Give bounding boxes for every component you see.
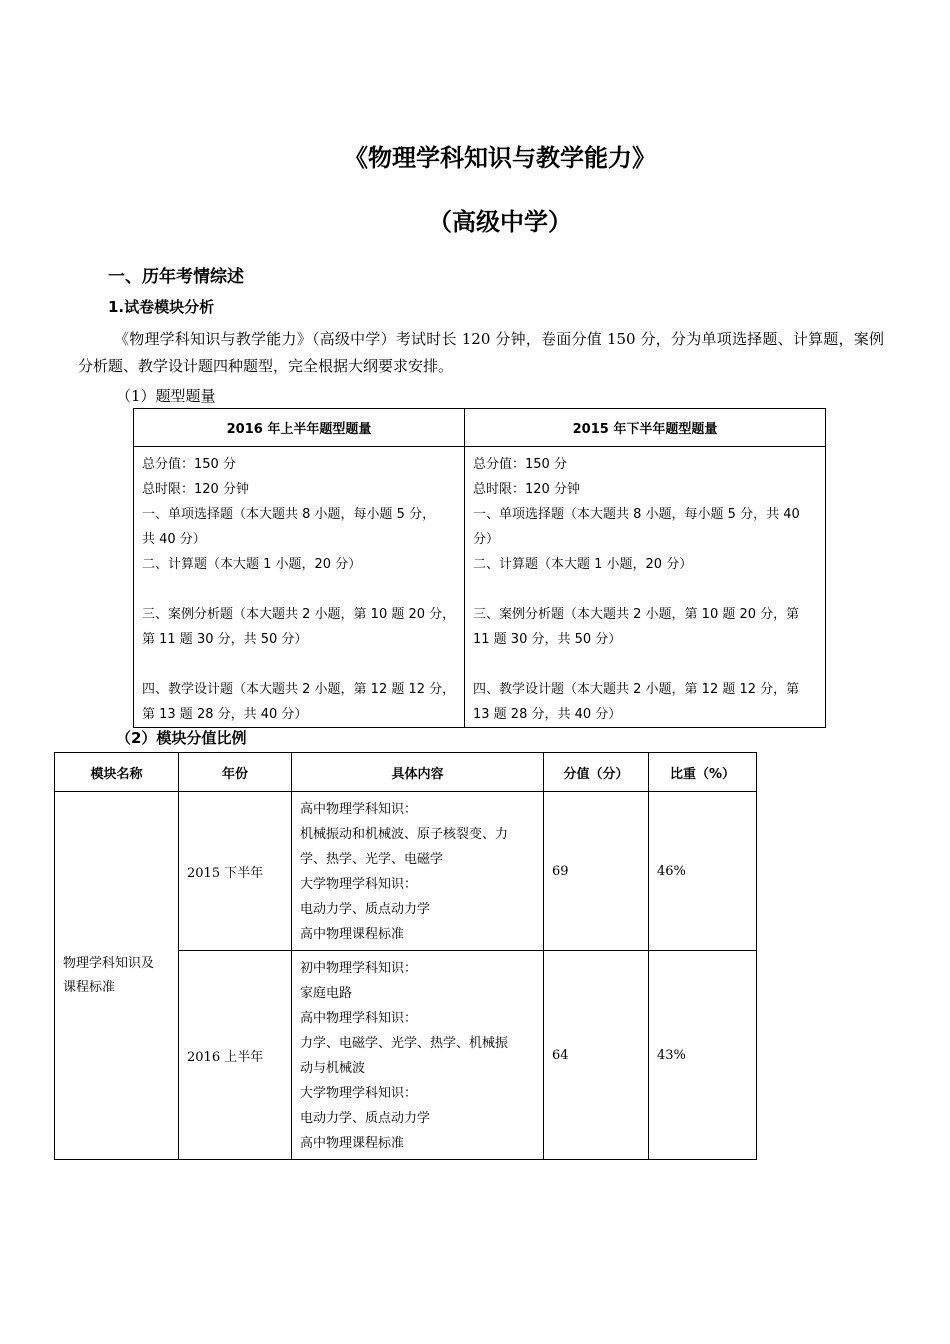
table2-header-module: 模块名称	[55, 753, 179, 792]
content-line: 学、热学、光学、电磁学	[300, 852, 444, 867]
table1-header-2015: 2015 年下半年题型题量	[465, 409, 826, 447]
intro-paragraph: 《物理学科知识与教学能力》（高级中学）考试时长 120 分钟，卷面分值 150 分，分为单项选择题、计算题，案例分析题、教学设计题四种题型，完全根据大纲要求安排。	[78, 330, 884, 375]
table1-line: 分）	[473, 532, 500, 547]
table1-line: 总分值：150 分	[473, 457, 567, 472]
part2-label: （2）模块分值比例	[116, 729, 247, 747]
content-cell	[292, 951, 544, 1160]
table1-line: 13 题 28 分，共 40 分）	[473, 707, 622, 722]
table1-line: 共 40 分）	[142, 532, 206, 547]
content-line: 大学物理学科知识：	[300, 1086, 418, 1101]
table1-cell-2016	[134, 447, 465, 728]
table2-header-content: 具体内容	[292, 753, 544, 792]
content-line: 家庭电路	[300, 986, 353, 1001]
table1-line: 四、教学设计题（本大题共 2 小题，第 12 题 12 分，	[142, 682, 456, 697]
table2-header-ratio: 比重（%）	[649, 753, 757, 792]
table1-line: 总时限：120 分钟	[142, 482, 249, 497]
content-line: 电动力学、质点动力学	[300, 902, 431, 917]
content-line: 动与机械波	[300, 1061, 366, 1076]
module-name-line: 课程标准	[63, 979, 116, 995]
content-line: 力学、电磁学、光学、热学、机械振	[300, 1036, 509, 1051]
content-line: 电动力学、质点动力学	[300, 1111, 431, 1126]
subsection-heading: 1.试卷模块分析	[108, 298, 215, 316]
section-heading: 一、历年考情综述	[108, 267, 244, 287]
ratio-cell: 46%	[649, 792, 757, 951]
year-cell: 2015 下半年	[179, 792, 292, 951]
year-cell: 2016 上半年	[179, 951, 292, 1160]
table1-header-2016: 2016 年上半年题型题量	[134, 409, 465, 447]
table1-line: 三、案例分析题（本大题共 2 小题，第 10 题 20 分，第	[473, 607, 800, 622]
module-score-table	[54, 752, 757, 1160]
content-line: 大学物理学科知识：	[300, 877, 418, 892]
table1-line: 总时限：120 分钟	[473, 482, 580, 497]
document-title: 《物理学科知识与教学能力》	[344, 144, 656, 172]
part1-label: （1）题型题量	[116, 387, 216, 405]
score-cell: 69	[544, 792, 649, 951]
table2-header-year: 年份	[179, 753, 292, 792]
table2-header-score: 分值（分）	[544, 753, 649, 792]
table1-line: 二、计算题（本大题 1 小题，20 分）	[473, 557, 693, 572]
table1-line: 一、单项选择题（本大题共 8 小题，每小题 5 分，共 40	[473, 507, 800, 522]
table1-line: 四、教学设计题（本大题共 2 小题，第 12 题 12 分，第	[473, 682, 800, 697]
content-cell	[292, 792, 544, 951]
table1-line: 第 11 题 30 分，共 50 分）	[142, 632, 308, 647]
table1-line: 11 题 30 分，共 50 分）	[473, 632, 622, 647]
table1-line: 第 13 题 28 分，共 40 分）	[142, 707, 308, 722]
module-name-line: 物理学科知识及	[63, 955, 155, 971]
table1-line: 一、单项选择题（本大题共 8 小题，每小题 5 分，	[142, 507, 436, 522]
content-line: 高中物理课程标准	[300, 1136, 405, 1151]
module-name-cell	[55, 792, 179, 1160]
document-subtitle: （高级中学）	[428, 208, 572, 236]
content-line: 初中物理学科知识：	[300, 961, 418, 976]
content-line: 机械振动和机械波、原子核裂变、力	[300, 827, 509, 842]
table1-line: 二、计算题（本大题 1 小题，20 分）	[142, 557, 362, 572]
table1-line: 总分值：150 分	[142, 457, 236, 472]
ratio-cell: 43%	[649, 951, 757, 1160]
score-cell: 64	[544, 951, 649, 1160]
content-line: 高中物理学科知识：	[300, 802, 418, 817]
content-line: 高中物理学科知识：	[300, 1011, 418, 1026]
question-types-table	[133, 408, 826, 728]
table1-line: 三、案例分析题（本大题共 2 小题，第 10 题 20 分，	[142, 607, 456, 622]
content-line: 高中物理课程标准	[300, 927, 405, 942]
table1-cell-2015	[465, 447, 826, 728]
